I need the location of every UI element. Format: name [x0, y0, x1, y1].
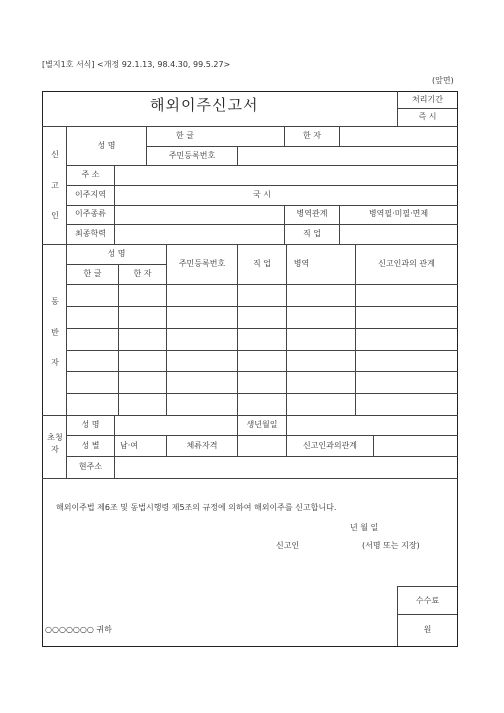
signature-note: (서명 또는 지장)	[362, 541, 420, 550]
inviter-birth-label: 생년월일	[246, 420, 278, 429]
hanja-name-field[interactable]	[340, 127, 457, 146]
inviter-address-label: 현주소	[78, 462, 103, 471]
inviter-name-label: 성 명	[81, 420, 100, 429]
processing-period-value: 즉 시	[418, 112, 437, 121]
inviter-birth-field[interactable]	[287, 416, 457, 435]
hangul-label: 한 글	[176, 131, 194, 140]
form-title: 해외이주신고서	[150, 96, 259, 114]
military-status-options[interactable]: 병역필·미필·면제	[368, 209, 429, 218]
inviter-sex-label: 성 별	[81, 441, 100, 450]
companion-char-1: 동	[51, 297, 59, 306]
inviter-relation-field[interactable]	[374, 436, 457, 456]
companion-hangul-header: 한 글	[83, 269, 102, 278]
destination-region-label: 이주지역	[75, 190, 106, 199]
emigration-type-field[interactable]	[115, 206, 284, 224]
country-city-label: 국 시	[253, 190, 271, 199]
companion-char-3: 자	[51, 358, 59, 367]
companion-relation-header: 신고인과의 관계	[378, 259, 435, 268]
education-label: 최종학력	[75, 229, 106, 238]
resident-no-field[interactable]	[238, 147, 457, 165]
applicant-char-1: 신	[51, 150, 59, 159]
inviter-char-1: 초청	[47, 433, 63, 442]
declaration-date[interactable]: 년 월 일	[350, 523, 379, 532]
inviter-sex-options[interactable]: 남·여	[120, 441, 138, 450]
companion-hanja-header: 한 자	[133, 269, 152, 278]
fee-label: 수수료	[415, 596, 440, 605]
hanja-label: 한 자	[303, 131, 321, 140]
companion-char-2: 반	[51, 328, 59, 337]
occupation-field[interactable]	[340, 225, 457, 244]
address-label: 주 소	[81, 170, 100, 179]
inviter-address-field[interactable]	[115, 457, 457, 478]
companion-occupation-header: 직 업	[253, 259, 271, 268]
occupation-label: 직 업	[303, 229, 321, 238]
companion-military-header: 병역	[293, 259, 310, 268]
education-field[interactable]	[115, 225, 284, 244]
declaration-statement: 해외이주법 제6조 및 동법시행령 제5조의 규정에 의하여 해외이주를 신고합니다.	[56, 503, 337, 512]
applicant-char-3: 인	[51, 211, 59, 220]
inviter-relation-label: 신고인과의관계	[302, 441, 358, 450]
form-number: [별지1호 서식] <개정 92.1.13, 98.4.30, 99.5.27>	[42, 60, 231, 69]
page-side: (앞면)	[432, 76, 454, 85]
emigration-type-label: 이주종류	[75, 209, 106, 218]
applicant-name-label: 성 명	[97, 141, 116, 150]
addressee: ○○○○○○○ 귀하	[45, 625, 112, 634]
fee-unit: 원	[423, 625, 432, 634]
inviter-char-2: 자	[51, 445, 59, 454]
resident-no-label: 주민등록번호	[168, 151, 216, 160]
address-field[interactable]	[115, 166, 457, 185]
inviter-stay-status-label: 체류자격	[186, 441, 218, 450]
companion-resident-no-header: 주민등록번호	[178, 259, 226, 268]
applicant-char-2: 고	[51, 181, 59, 190]
military-relation-label: 병역관계	[296, 209, 328, 218]
inviter-stay-status-field[interactable]	[238, 436, 286, 456]
companion-name-header: 성 명	[107, 249, 126, 258]
inviter-name-field[interactable]	[115, 416, 237, 435]
processing-period-label: 처리기간	[412, 95, 443, 104]
signer-label: 신고인	[276, 541, 300, 550]
